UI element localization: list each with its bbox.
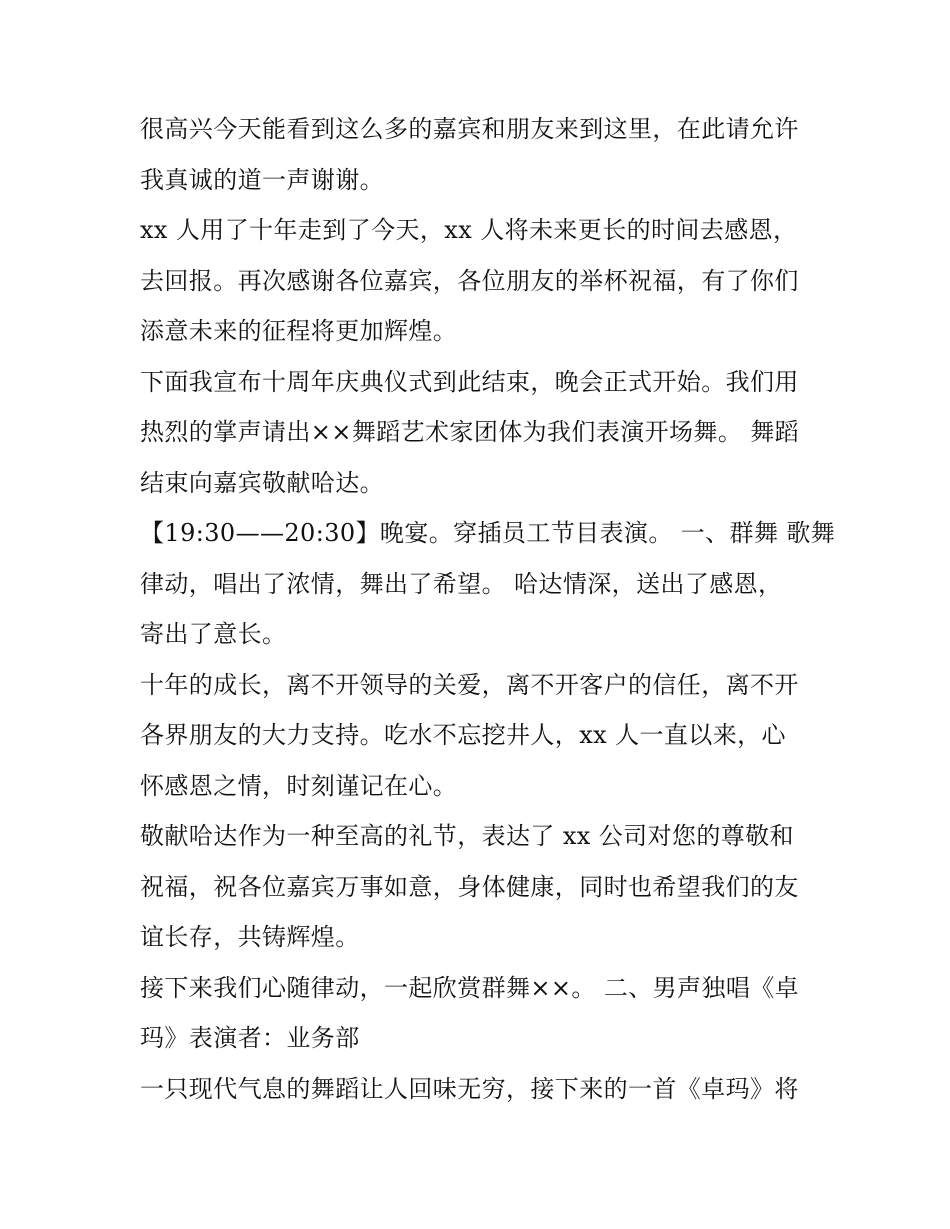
text-line: 一只现代气息的舞蹈让人回味无穷，接下来的一首《卓玛》将 bbox=[140, 1074, 799, 1103]
text-line: 十年的成长，离不开领导的关爱，离不开客户的信任，离不开 bbox=[140, 670, 799, 699]
text-line: 谊长存，共铸辉煌。 bbox=[140, 923, 360, 951]
text-line: 敬献哈达作为一种至高的礼节，表达了 xx 公司对您的尊敬和 bbox=[140, 822, 794, 850]
text-line: 玛》表演者：业务部 bbox=[140, 1024, 360, 1052]
text-line: 【19:30——20:30】晚宴。穿插员工节目表演。 一、群舞 歌舞 bbox=[140, 519, 836, 547]
text-line: 下面我宣布十周年庆典仪式到此结束，晚会正式开始。我们用 bbox=[140, 367, 799, 396]
text-line: 怀感恩之情，时刻谨记在心。 bbox=[140, 771, 458, 800]
text-line: 去回报。再次感谢各位嘉宾，各位朋友的举杯祝福，有了你们 bbox=[140, 266, 799, 295]
text-line: 寄出了意长。 bbox=[140, 620, 287, 648]
text-line: 结束向嘉宾敬献哈达。 bbox=[140, 468, 384, 497]
text-line: 热烈的掌声请出××舞蹈艺术家团体为我们表演开场舞。 舞蹈 bbox=[140, 418, 800, 446]
text-line: 很高兴今天能看到这么多的嘉宾和朋友来到这里，在此请允许 bbox=[140, 115, 799, 143]
text-line: 接下来我们心随律动，一起欣赏群舞××。 二、男声独唱《卓 bbox=[140, 973, 800, 1002]
text-line: 我真诚的道一声谢谢。 bbox=[140, 165, 384, 194]
text-line: xx 人用了十年走到了今天，xx 人将未来更长的时间去感恩， bbox=[140, 216, 798, 244]
text-line: 各界朋友的大力支持。吃水不忘挖井人，xx 人一直以来，心 bbox=[140, 721, 786, 749]
document-body bbox=[140, 104, 836, 1114]
text-line: 律动，唱出了浓情，舞出了希望。 哈达情深，送出了感恩， bbox=[140, 569, 783, 598]
text-line: 祝福，祝各位嘉宾万事如意，身体健康，同时也希望我们的友 bbox=[140, 872, 799, 901]
text-line: 添意未来的征程将更加辉煌。 bbox=[140, 317, 458, 345]
